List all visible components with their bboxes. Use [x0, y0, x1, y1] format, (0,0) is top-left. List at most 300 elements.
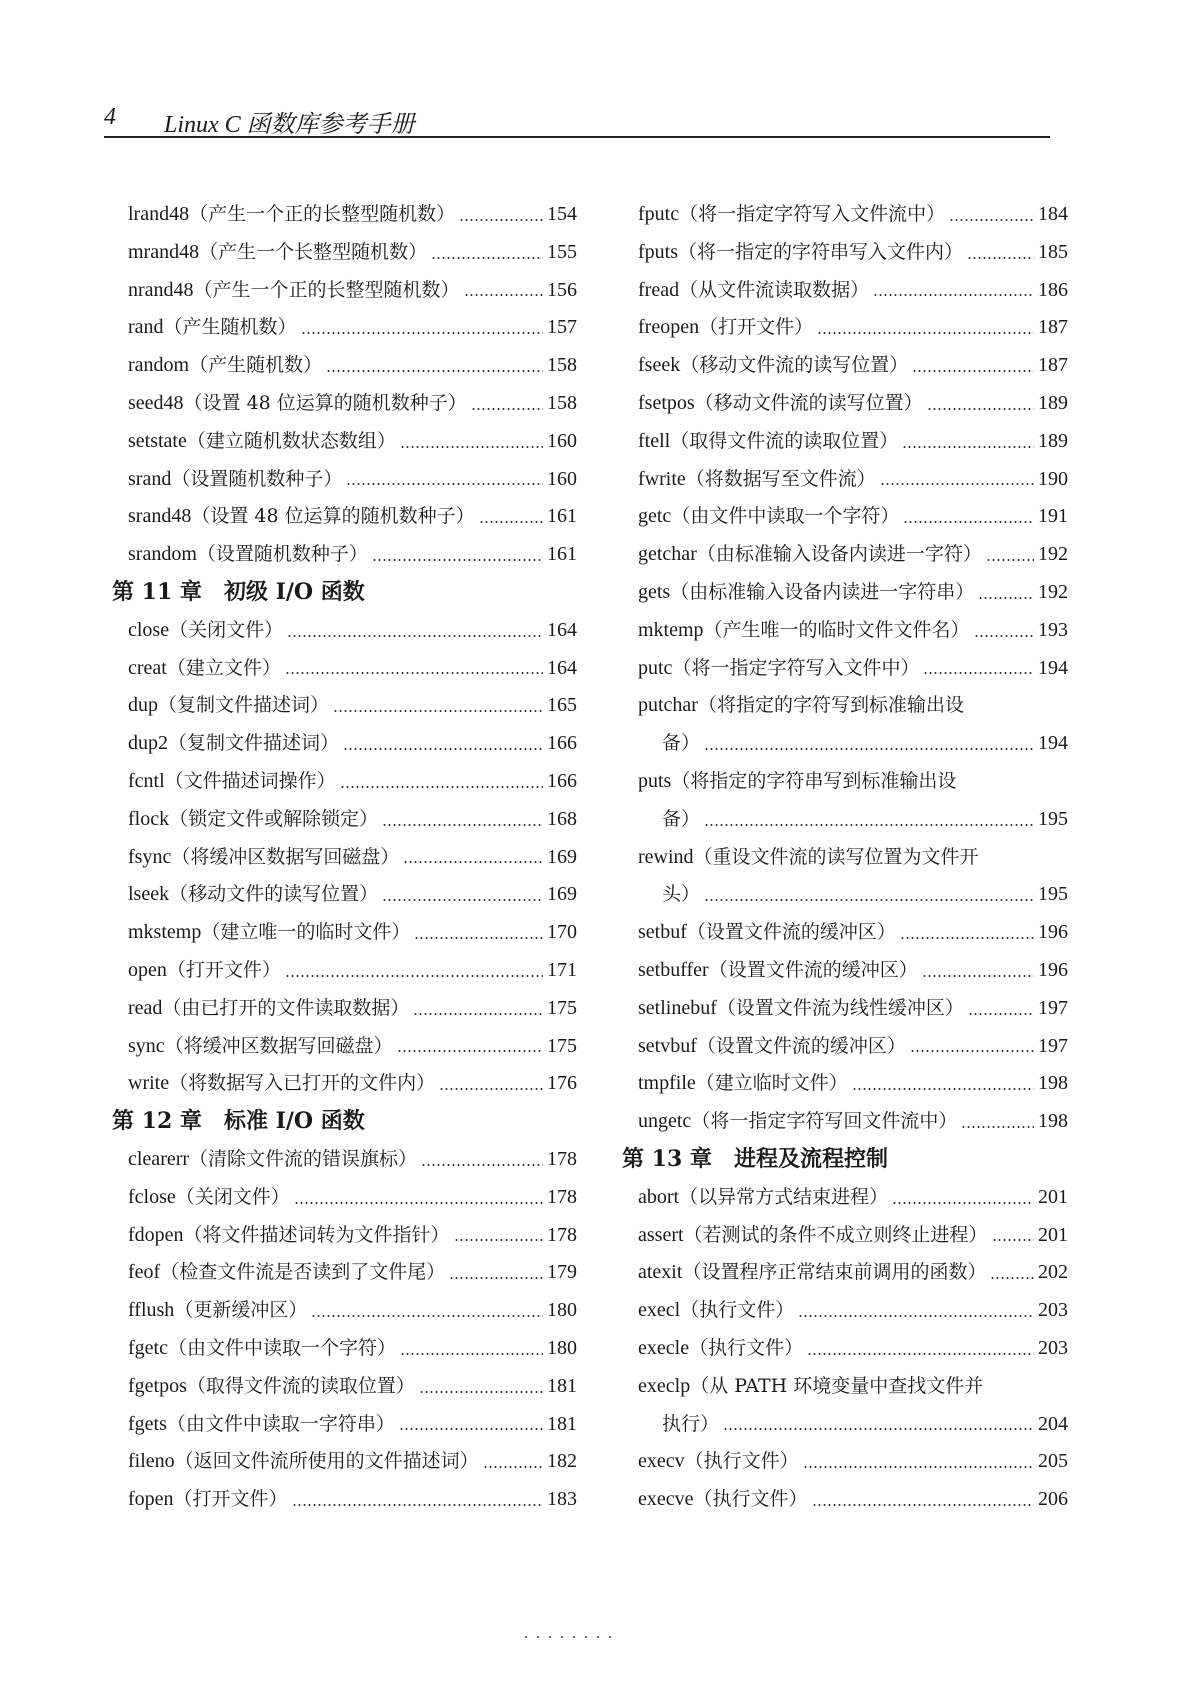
- function-name: putchar: [638, 694, 698, 717]
- entry-description: （产生随机数）: [189, 354, 323, 377]
- entry-description: （设置文件流的缓冲区）: [696, 1034, 906, 1057]
- toc-entry[interactable]: [112, 1028, 577, 1066]
- function-name: read: [128, 996, 163, 1019]
- entry-description: （从 PATH 环境变量中查找文件并: [690, 1374, 984, 1397]
- toc-entry[interactable]: [112, 1406, 577, 1444]
- entry-description: （由已打开的文件读取数据）: [162, 996, 410, 1019]
- entry-description: （由标准输入设备内读进一字符串）: [670, 580, 975, 603]
- entry-title: [638, 1330, 803, 1368]
- toc-entry[interactable]: [112, 1141, 577, 1179]
- page-ref: 185: [1038, 240, 1068, 263]
- chapter-heading: [112, 574, 577, 612]
- page-ref: 191: [1038, 505, 1068, 528]
- entry-description: （建立随机数状态数组）: [186, 429, 396, 452]
- page-ref: 187: [1038, 354, 1068, 377]
- toc-entry[interactable]: [622, 461, 1068, 499]
- page-ref: 187: [1038, 316, 1068, 339]
- toc-entry[interactable]: [622, 1028, 1068, 1066]
- page-ref: 181: [547, 1412, 577, 1435]
- function-name: fwrite: [638, 467, 686, 490]
- function-name: fsetpos: [638, 391, 695, 414]
- page-ref: 179: [547, 1261, 577, 1284]
- function-name: close: [128, 618, 170, 641]
- entry-description: （关闭文件）: [169, 618, 284, 641]
- page-ref: 161: [547, 543, 577, 566]
- toc-entry[interactable]: [112, 196, 577, 234]
- function-name: creat: [128, 656, 167, 679]
- page-ref: 194: [1038, 656, 1068, 679]
- entry-description: （设置 48 位运算的随机数种子）: [183, 391, 467, 414]
- chapter-heading: [112, 1103, 577, 1141]
- page-ref: 198: [1038, 1072, 1068, 1095]
- toc-entry[interactable]: [622, 650, 1068, 688]
- entry-title: [128, 196, 455, 234]
- toc-entry[interactable]: [622, 1292, 1068, 1330]
- page-ref: 192: [1038, 580, 1068, 603]
- function-name: fgetpos: [128, 1374, 187, 1397]
- dot-leader: [910, 1050, 1034, 1052]
- page-ref: 197: [1038, 1034, 1068, 1057]
- entry-title: [128, 309, 297, 347]
- function-name: fseek: [638, 354, 681, 377]
- page-ref: 183: [547, 1488, 577, 1511]
- page-ref: 186: [1038, 278, 1068, 301]
- page-ref: 182: [547, 1450, 577, 1473]
- dot-leader: [399, 1428, 543, 1430]
- chapter-label: 第 13 章: [622, 1145, 712, 1172]
- dot-leader: [464, 294, 543, 296]
- toc-entry-continuation[interactable]: [622, 725, 1068, 763]
- function-name: atexit: [638, 1261, 683, 1284]
- entry-description: （文件描述词操作）: [164, 769, 336, 792]
- function-name: puts: [638, 769, 672, 792]
- function-name: setlinebuf: [638, 996, 717, 1019]
- entry-title: [638, 574, 974, 612]
- function-name: srand: [128, 467, 172, 490]
- entry-description: （关闭文件）: [175, 1185, 290, 1208]
- entry-description: （移动文件的读写位置）: [169, 883, 379, 906]
- entry-title: [128, 1254, 445, 1292]
- toc-entry[interactable]: [622, 347, 1068, 385]
- toc-entry[interactable]: [622, 612, 1068, 650]
- page-ref: 181: [547, 1374, 577, 1397]
- toc-entry[interactable]: [112, 952, 577, 990]
- toc-entry[interactable]: [622, 1481, 1068, 1519]
- entry-title: [638, 1254, 986, 1292]
- entry-title: [638, 196, 945, 234]
- toc-entry[interactable]: [112, 1065, 577, 1103]
- entry-title: [638, 1292, 794, 1330]
- dot-leader: [479, 521, 543, 523]
- page-ref: 175: [547, 1034, 577, 1057]
- page-ref: 190: [1038, 467, 1068, 490]
- function-name: setbuf: [638, 921, 687, 944]
- function-name: fflush: [128, 1299, 175, 1322]
- dot-leader: [949, 219, 1034, 221]
- entry-description: （移动文件流的读写位置）: [680, 354, 909, 377]
- entry-title: [128, 498, 475, 536]
- dot-leader: [431, 257, 543, 259]
- dot-leader: [903, 521, 1034, 523]
- entry-description: （将一指定字符写入文件流中）: [679, 203, 946, 225]
- entry-description: （设置文件流的缓冲区）: [708, 958, 918, 981]
- dot-leader: [449, 1277, 543, 1279]
- toc-entry[interactable]: [112, 839, 577, 877]
- toc-entry[interactable]: [622, 763, 1068, 801]
- function-name: setbuffer: [638, 958, 709, 981]
- function-name: execve: [638, 1488, 694, 1511]
- book-title: Linux C 函数库参考手册: [164, 112, 415, 138]
- entry-description: （产生一个正的长整型随机数）: [189, 203, 456, 225]
- dot-leader: [471, 408, 543, 410]
- dot-leader: [967, 257, 1034, 259]
- page-ref: 192: [1038, 543, 1068, 566]
- function-name: lrand48: [128, 203, 190, 225]
- dot-leader: [880, 483, 1034, 485]
- toc-entry[interactable]: [622, 1330, 1068, 1368]
- entry-description: （由文件中读取一字符串）: [166, 1412, 395, 1435]
- dot-leader: [961, 1126, 1034, 1128]
- entry-description: （建立唯一的临时文件）: [201, 921, 411, 944]
- dot-leader: [287, 635, 543, 637]
- toc-entry-continuation[interactable]: [622, 876, 1068, 914]
- page-ref: 189: [1038, 391, 1068, 414]
- entry-title: [128, 650, 281, 688]
- page-ref: 201: [1038, 1223, 1068, 1246]
- page-ref: 165: [547, 694, 577, 717]
- toc-entry[interactable]: [112, 536, 577, 574]
- toc-entry-continuation[interactable]: [622, 801, 1068, 839]
- dot-leader: [483, 1466, 543, 1468]
- function-name: execle: [638, 1336, 690, 1359]
- dot-leader: [346, 483, 543, 485]
- function-name: fclose: [128, 1185, 176, 1208]
- dot-leader: [419, 1391, 543, 1393]
- entry-title: [128, 1481, 288, 1519]
- entry-title: [128, 1065, 435, 1103]
- entry-description: （将指定的字符写到标准输出设: [697, 694, 964, 717]
- entry-title: [128, 1368, 415, 1406]
- toc-entry[interactable]: [622, 574, 1068, 612]
- entry-title: [638, 650, 919, 688]
- dot-leader: [311, 1315, 543, 1317]
- entry-description: （由标准输入设备内读进一字符）: [696, 543, 982, 566]
- function-name: fputc: [638, 203, 680, 225]
- toc-entry[interactable]: [112, 1330, 577, 1368]
- toc-entry[interactable]: [112, 1481, 577, 1519]
- dot-leader: [343, 748, 543, 750]
- dot-leader: [397, 1050, 543, 1052]
- toc-entry[interactable]: [622, 1254, 1068, 1292]
- entry-title: [638, 990, 964, 1028]
- entry-title: [638, 234, 963, 272]
- function-name: tmpfile: [638, 1072, 696, 1095]
- dot-leader: [414, 937, 543, 939]
- toc-entry[interactable]: [622, 196, 1068, 234]
- toc-entry-continuation[interactable]: [622, 1406, 1068, 1444]
- function-name: feof: [128, 1261, 161, 1284]
- page-ref: 196: [1038, 921, 1068, 944]
- entry-description: （从文件流读取数据）: [679, 278, 870, 301]
- entry-title: [128, 1406, 395, 1444]
- entry-title: [128, 725, 339, 763]
- page-ref: 169: [547, 883, 577, 906]
- page-ref: 166: [547, 732, 577, 755]
- entry-description: （打开文件）: [166, 958, 281, 981]
- toc-entry[interactable]: [622, 498, 1068, 536]
- function-name: seed48: [128, 391, 184, 414]
- page-ref: 206: [1038, 1488, 1068, 1511]
- function-name: fopen: [128, 1488, 174, 1511]
- entry-description: （将文件描述词转为文件指针）: [183, 1223, 450, 1246]
- entry-description-cont: 执行）: [662, 1412, 720, 1435]
- page-ref: 160: [547, 467, 577, 490]
- dot-leader: [413, 1013, 543, 1015]
- dot-leader: [403, 861, 543, 863]
- entry-title: [638, 385, 923, 423]
- function-name: getchar: [638, 543, 697, 566]
- function-name: dup2: [128, 732, 168, 755]
- entry-description: （打开文件）: [699, 316, 814, 339]
- function-name: fgetc: [128, 1336, 168, 1359]
- function-name: mktemp: [638, 618, 704, 641]
- entry-description: （执行文件）: [680, 1299, 795, 1322]
- entry-description: （设置随机数种子）: [196, 543, 368, 566]
- toc-entry[interactable]: [112, 1217, 577, 1255]
- toc-entry[interactable]: [112, 914, 577, 952]
- entry-description: （产生一个正的长整型随机数）: [193, 278, 460, 301]
- entry-description: （产生一个长整型随机数）: [199, 240, 428, 263]
- function-name: setstate: [128, 429, 187, 452]
- function-name: fread: [638, 278, 680, 301]
- entry-description: （产生唯一的临时文件文件名）: [703, 618, 970, 641]
- toc-entry[interactable]: [112, 1292, 577, 1330]
- entry-title: [638, 498, 899, 536]
- dot-leader: [285, 672, 543, 674]
- entry-title: [128, 763, 336, 801]
- dot-leader: [923, 672, 1034, 674]
- page-ref: 156: [547, 278, 577, 301]
- function-name: srand48: [128, 505, 192, 528]
- function-name: abort: [638, 1185, 680, 1208]
- entry-title: [638, 309, 813, 347]
- entry-description: （设置随机数种子）: [171, 467, 343, 490]
- dot-leader: [459, 219, 543, 221]
- function-name: srandom: [128, 543, 197, 566]
- entry-description: （重设文件流的读写位置为文件开: [693, 845, 979, 868]
- page-ref: 160: [547, 429, 577, 452]
- page-ref: 178: [547, 1147, 577, 1170]
- function-name: clearerr: [128, 1147, 190, 1170]
- page-ref: 178: [547, 1223, 577, 1246]
- page-ref: 204: [1038, 1412, 1068, 1435]
- function-name: execl: [638, 1299, 681, 1322]
- toc-entry[interactable]: [622, 385, 1068, 423]
- entry-title: [128, 272, 460, 310]
- dot-leader: [968, 1013, 1034, 1015]
- page-ref: 176: [547, 1072, 577, 1095]
- dot-leader: [400, 1353, 543, 1355]
- entry-description: （建立文件）: [166, 656, 281, 679]
- entry-description: （将缓冲区数据写回磁盘）: [171, 845, 400, 868]
- function-name: execv: [638, 1450, 685, 1473]
- entry-title: [128, 1028, 393, 1066]
- dot-leader: [900, 937, 1034, 939]
- function-name: dup: [128, 694, 158, 717]
- dot-leader: [333, 710, 543, 712]
- entry-description: （设置 48 位运算的随机数种子）: [191, 505, 475, 528]
- toc-entry[interactable]: [112, 990, 577, 1028]
- toc-entry[interactable]: [622, 234, 1068, 272]
- dot-leader: [798, 1315, 1034, 1317]
- function-name: putc: [638, 656, 673, 679]
- dot-leader: [704, 824, 1034, 826]
- entry-title: [128, 876, 378, 914]
- toc-entry[interactable]: [112, 272, 577, 310]
- entry-title: [638, 347, 908, 385]
- toc-entry[interactable]: [622, 423, 1068, 461]
- toc-entry[interactable]: [112, 1368, 577, 1406]
- page-ref: 158: [547, 391, 577, 414]
- toc-entry[interactable]: [112, 385, 577, 423]
- toc-entry[interactable]: [112, 1254, 577, 1292]
- toc-entry[interactable]: [112, 763, 577, 801]
- toc-entry[interactable]: [112, 1443, 577, 1481]
- entry-title: [638, 272, 869, 310]
- page-ref: 195: [1038, 883, 1068, 906]
- toc-entry[interactable]: [622, 839, 1068, 877]
- dot-leader: [294, 1202, 543, 1204]
- dot-leader: [382, 899, 543, 901]
- toc-entry[interactable]: [622, 1217, 1068, 1255]
- toc-entry[interactable]: [622, 990, 1068, 1028]
- toc-entry[interactable]: [622, 536, 1068, 574]
- entry-title: [128, 423, 396, 461]
- chapter-label: 第 11 章: [112, 578, 202, 605]
- entry-title: [128, 536, 368, 574]
- toc-entry[interactable]: [112, 725, 577, 763]
- page-number: 4: [104, 104, 116, 130]
- page-ref: 189: [1038, 429, 1068, 452]
- page-ref: 158: [547, 354, 577, 377]
- toc-entry[interactable]: [622, 1443, 1068, 1481]
- entry-description: （将缓冲区数据写回磁盘）: [164, 1034, 393, 1057]
- toc-entry[interactable]: [112, 1179, 577, 1217]
- toc-entry[interactable]: [112, 234, 577, 272]
- dot-leader: [978, 597, 1034, 599]
- chapter-title: 进程及流程控制: [733, 1145, 888, 1172]
- entry-description: （由文件中读取一个字符）: [671, 505, 900, 528]
- toc-entry[interactable]: [622, 272, 1068, 310]
- entry-description: （更新缓冲区）: [174, 1299, 308, 1322]
- toc-entry[interactable]: [112, 347, 577, 385]
- function-name: ungetc: [638, 1110, 692, 1133]
- page-ref: 180: [547, 1299, 577, 1322]
- entry-title: [638, 1217, 988, 1255]
- toc-entry[interactable]: [622, 1179, 1068, 1217]
- function-name: execlp: [638, 1374, 691, 1397]
- entry-description: （执行文件）: [689, 1336, 804, 1359]
- entry-title: [128, 1292, 307, 1330]
- toc-entry[interactable]: [112, 650, 577, 688]
- function-name: nrand48: [128, 278, 194, 301]
- entry-description: （清除文件流的错误旗标）: [189, 1147, 418, 1170]
- toc-entry[interactable]: [112, 801, 577, 839]
- toc-entry[interactable]: [112, 423, 577, 461]
- page-ref: 194: [1038, 732, 1068, 755]
- function-name: gets: [638, 580, 671, 603]
- function-name: fputs: [638, 240, 678, 263]
- function-name: getc: [638, 505, 672, 528]
- toc-entry[interactable]: [112, 876, 577, 914]
- function-name: fcntl: [128, 769, 165, 792]
- dot-leader: [292, 1504, 543, 1506]
- toc-entry[interactable]: [112, 612, 577, 650]
- entry-title: [638, 423, 898, 461]
- entry-description: （将一指定字符写回文件流中）: [691, 1110, 958, 1133]
- page-ref: 164: [547, 656, 577, 679]
- entry-description: （执行文件）: [684, 1450, 799, 1473]
- toc-entry[interactable]: [622, 687, 1068, 725]
- toc-entry[interactable]: [112, 309, 577, 347]
- toc-entry[interactable]: [112, 461, 577, 499]
- function-name: fdopen: [128, 1223, 184, 1246]
- entry-title: [128, 461, 342, 499]
- entry-description: （取得文件流的读取位置）: [670, 429, 899, 452]
- page-ref: 195: [1038, 807, 1068, 830]
- entry-title: [128, 234, 427, 272]
- toc-entry[interactable]: [112, 498, 577, 536]
- dot-leader: [922, 975, 1034, 977]
- toc-entry[interactable]: [622, 309, 1068, 347]
- page-ref: 202: [1038, 1261, 1068, 1284]
- toc-entry[interactable]: [112, 687, 577, 725]
- entry-title: [128, 990, 409, 1028]
- toc-entry[interactable]: [622, 1065, 1068, 1103]
- entry-description: （设置程序正常结束前调用的函数）: [682, 1261, 987, 1284]
- entry-description: （移动文件流的读写位置）: [694, 391, 923, 414]
- function-name: sync: [128, 1034, 165, 1057]
- page-ref: 198: [1038, 1110, 1068, 1133]
- toc-entry[interactable]: [622, 952, 1068, 990]
- toc-entry[interactable]: [622, 1368, 1068, 1406]
- toc-right-column: [622, 196, 1068, 1519]
- entry-description: （检查文件流是否读到了文件尾）: [160, 1261, 446, 1284]
- page-ref: 161: [547, 505, 577, 528]
- dot-leader: [974, 635, 1034, 637]
- page-ref: 154: [547, 203, 577, 225]
- dot-leader: [301, 332, 543, 334]
- entry-title: [638, 1443, 799, 1481]
- page-ref: 201: [1038, 1185, 1068, 1208]
- toc-entry[interactable]: [622, 914, 1068, 952]
- dot-leader: [807, 1353, 1034, 1355]
- dot-leader: [285, 975, 543, 977]
- entry-description: （建立临时文件）: [695, 1072, 848, 1095]
- page-ref: 178: [547, 1185, 577, 1208]
- toc-entry[interactable]: [622, 1103, 1068, 1141]
- dot-leader: [990, 1277, 1034, 1279]
- dot-leader: [723, 1428, 1034, 1430]
- function-name: lseek: [128, 883, 170, 906]
- function-name: ftell: [638, 429, 671, 452]
- entry-description: （将一指定字符写入文件中）: [672, 656, 920, 679]
- entry-description: （将数据写入已打开的文件内）: [169, 1072, 436, 1095]
- page-ref: 157: [547, 316, 577, 339]
- page-ref: 184: [1038, 203, 1068, 225]
- function-name: mrand48: [128, 240, 200, 263]
- dot-leader: [704, 748, 1034, 750]
